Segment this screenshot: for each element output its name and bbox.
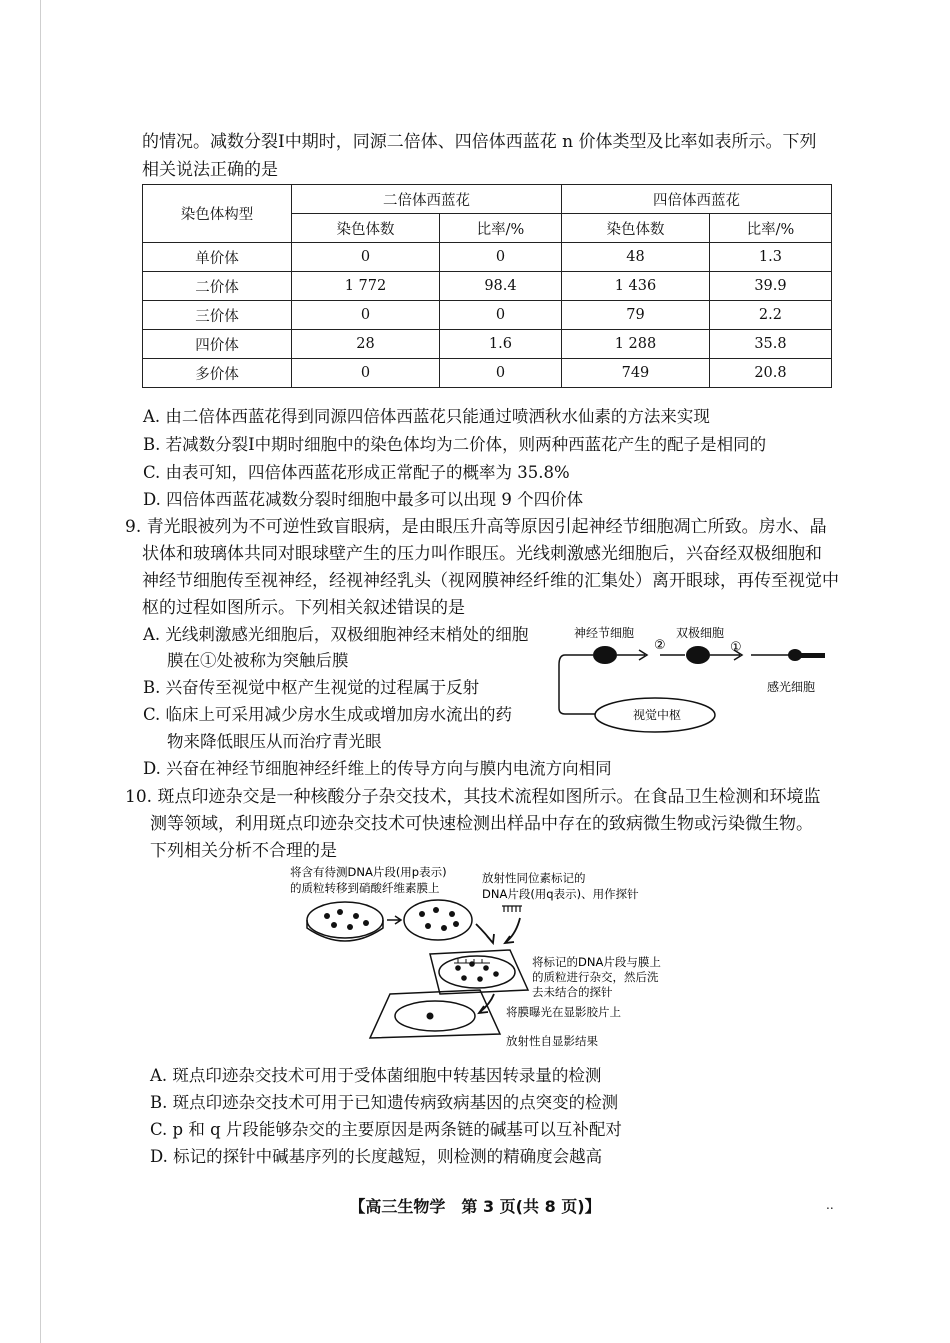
table-sub-ratio: 比率/% — [709, 214, 831, 243]
table-row-header: 染色体构型 — [143, 185, 292, 243]
petri-dish — [307, 902, 383, 938]
table-sub-ratio: 比率/% — [439, 214, 561, 243]
nitrocellulose-membrane — [404, 900, 472, 940]
scan-edge-line — [40, 0, 41, 1343]
q8-option-c: C. 由表可知，四倍体西蓝花形成正常配子的概率为 35.8% — [143, 463, 570, 482]
q10-stem-line1: 10. 斑点印迹杂交是一种核酸分子杂交技术，其技术流程如图所示。在食品卫生检测和环境监 — [125, 787, 821, 807]
q10-option-b: B. 斑点印迹杂交技术可用于已知遗传病致病基因的点突变的检测 — [150, 1093, 619, 1112]
membrane-dots — [419, 907, 459, 931]
label-expose: 将膜曝光在显影胶片上 — [506, 1005, 621, 1019]
ganglion-terminal — [617, 650, 647, 660]
hybridized-dots — [455, 961, 499, 982]
table-cell: 98.4 — [439, 272, 561, 301]
positive-signal-dot — [427, 1013, 434, 1020]
table-group-tetraploid: 四倍体西蓝花 — [561, 185, 831, 214]
q9-option-b: B. 兴奋传至视觉中枢产生视觉的过程属于反射 — [143, 678, 480, 697]
table-cell: 79 — [561, 301, 709, 330]
table-cell: 0 — [439, 301, 561, 330]
table-cell: 0 — [439, 243, 561, 272]
q9-stem-line3: 神经节细胞传至视神经，经视神经乳头（视网膜神经纤维的汇集处）离开眼球，再传至视觉中 — [142, 571, 839, 591]
label-probe-a: 放射性同位素标记的 — [482, 871, 586, 885]
q9-option-d: D. 兴奋在神经节细胞神经纤维上的传导方向与膜内电流方向相同 — [143, 759, 612, 778]
table-cell: 48 — [561, 243, 709, 272]
q8-option-b: B. 若减数分裂Ⅰ中期时细胞中的染色体均为二价体，则两种西蓝花产生的配子是相同的 — [143, 435, 767, 454]
label-ganglion-cell: 神经节细胞 — [574, 626, 635, 640]
q9-option-c-line2: 物来降低眼压从而治疗青光眼 — [167, 732, 382, 751]
q10-option-d: D. 标记的探针中碱基序列的长度越短，则检测的精确度会越高 — [150, 1147, 603, 1166]
label-probe-b: DNA片段(用q表示)、用作探针 — [482, 887, 639, 901]
table-cell: 749 — [561, 359, 709, 388]
label-step1-b: 的质粒转移到硝酸纤维素膜上 — [290, 881, 440, 895]
label-visual-center: 视觉中枢 — [633, 708, 682, 722]
label-hyb-a: 将标记的DNA片段与膜上 — [532, 955, 661, 969]
dot-blot-diagram — [280, 862, 700, 1062]
optic-nerve-path — [559, 655, 595, 714]
label-hyb-c: 去未结合的探针 — [532, 985, 613, 999]
film-result-ellipse — [395, 1001, 475, 1031]
q9-option-a-line2: 膜在①处被称为突触后膜 — [167, 651, 349, 670]
q9-option-c-line1: C. 临床上可采用减少房水生成或增加房水流出的药 — [143, 705, 513, 724]
table-cell: 1 436 — [561, 272, 709, 301]
probe-icon — [502, 906, 522, 912]
table-cell: 20.8 — [709, 359, 831, 388]
q8-intro-line2: 相关说法正确的是 — [142, 160, 278, 180]
table-cell: 0 — [292, 301, 440, 330]
table-sub-count: 染色体数 — [561, 214, 709, 243]
table-cell: 39.9 — [709, 272, 831, 301]
table-cell: 0 — [439, 359, 561, 388]
label-step1-a: 将含有待测DNA片段(用p表示) — [290, 865, 447, 879]
table-cell: 1 772 — [292, 272, 440, 301]
ganglion-cell-body — [593, 646, 617, 664]
table-row — [143, 301, 832, 330]
label-mark-2: ② — [654, 638, 666, 653]
table-cell: 2.2 — [709, 301, 831, 330]
q10-option-a: A. 斑点印迹杂交技术可用于受体菌细胞中转基因转录量的检测 — [150, 1066, 602, 1085]
bipolar-cell-body — [686, 646, 710, 664]
visual-pathway-diagram — [555, 620, 845, 735]
table-row — [143, 272, 832, 301]
label-hyb-b: 的质粒进行杂交，然后洗 — [532, 970, 659, 984]
probe-arrow — [505, 918, 520, 943]
table-row — [143, 330, 832, 359]
q10-stem-line3: 下列相关分析不合理的是 — [150, 841, 337, 861]
label-mark-1: ① — [730, 640, 742, 655]
table-cell: 0 — [292, 359, 440, 388]
label-photoreceptor: 感光细胞 — [767, 680, 816, 694]
table-cell: 四价体 — [143, 330, 292, 359]
table-cell: 1 288 — [561, 330, 709, 359]
table-cell: 多价体 — [143, 359, 292, 388]
label-result: 放射性自显影结果 — [506, 1034, 598, 1048]
q10-option-c: C. p 和 q 片段能够杂交的主要原因是两条链的碱基可以互补配对 — [150, 1120, 622, 1139]
table-group-diploid: 二倍体西蓝花 — [292, 185, 562, 214]
transfer-arrow — [387, 916, 401, 924]
table-sub-count: 染色体数 — [292, 214, 440, 243]
chromosome-configuration-table — [142, 184, 832, 388]
arrow-to-hybridization — [476, 924, 494, 943]
table-cell: 三价体 — [143, 301, 292, 330]
table-cell: 1.6 — [439, 330, 561, 359]
label-bipolar-cell: 双极细胞 — [676, 626, 725, 640]
table-cell: 28 — [292, 330, 440, 359]
table-cell: 35.8 — [709, 330, 831, 359]
table-cell: 单价体 — [143, 243, 292, 272]
q10-stem-line2: 测等领域，利用斑点印迹杂交技术可快速检测出样品中存在的致病微生物或污染微生物。 — [150, 814, 813, 834]
bipolar-terminal — [710, 650, 742, 660]
q9-stem-line1: 9. 青光眼被列为不可逆性致盲眼病，是由眼压升高等原因引起神经节细胞凋亡所致。房水、晶 — [125, 517, 827, 537]
q9-stem-line2: 状体和玻璃体共同对眼球壁产生的压力叫作眼压。光线刺激感光细胞后，兴奋经双极细胞和 — [142, 544, 822, 564]
table-cell: 1.3 — [709, 243, 831, 272]
q8-option-d: D. 四倍体西蓝花减数分裂时细胞中最多可以出现 9 个四价体 — [143, 490, 584, 509]
petri-dish-colonies — [324, 909, 369, 930]
q9-stem-line4: 枢的过程如图所示。下列相关叙述错误的是 — [142, 598, 465, 618]
q8-option-a: A. 由二倍体西蓝花得到同源四倍体西蓝花只能通过喷洒秋水仙素的方法来实现 — [143, 407, 710, 426]
q9-option-a-line1: A. 光线刺激感光细胞后，双极细胞神经末梢处的细胞 — [143, 625, 529, 644]
q8-intro-line1: 的情况。减数分裂Ⅰ中期时，同源二倍体、四倍体西蓝花 n 价体类型及比率如表所示。下列 — [142, 132, 817, 152]
table-cell: 0 — [292, 243, 440, 272]
table-row — [143, 359, 832, 388]
page-footer: 【高三生物学 第 3 页(共 8 页)】 — [349, 1197, 601, 1216]
table-cell: 二价体 — [143, 272, 292, 301]
footer-dots: .. — [826, 1198, 834, 1212]
table-row — [143, 243, 832, 272]
